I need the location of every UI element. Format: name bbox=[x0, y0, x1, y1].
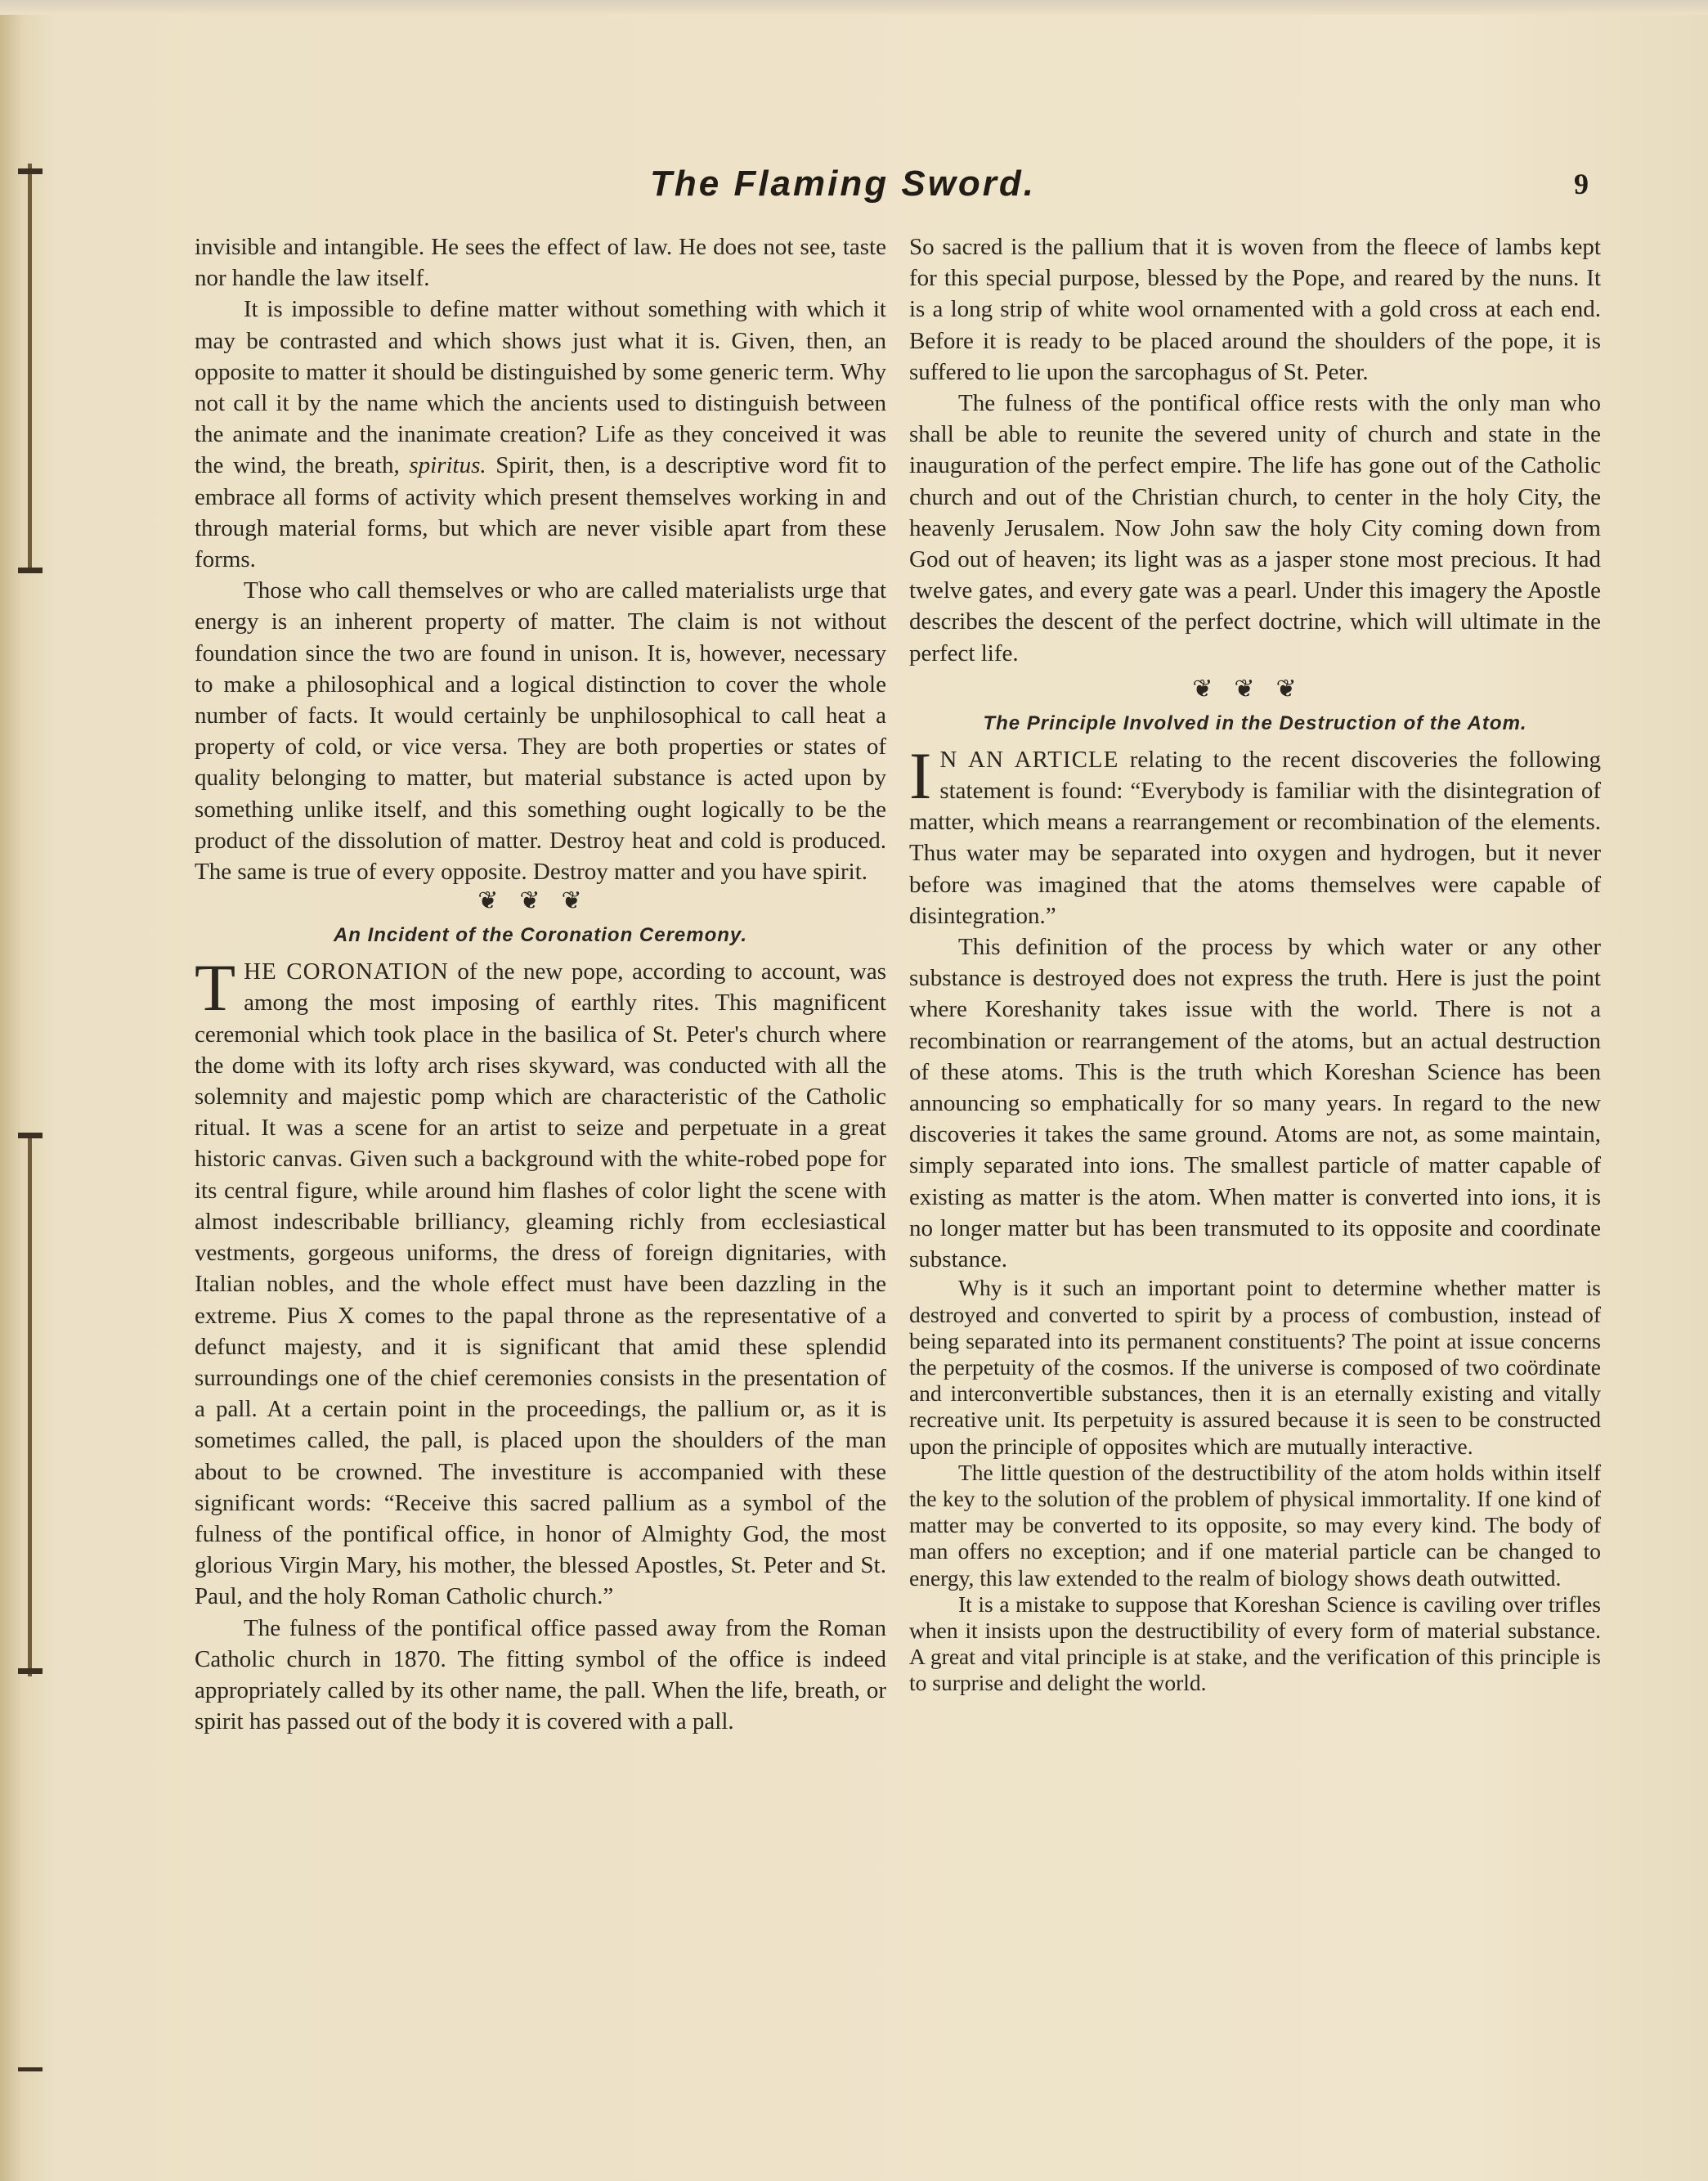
binding-tick bbox=[18, 568, 43, 573]
paragraph-text: It is impossible to define matter without something with which it may be contrasted and which shows just what it is. Given, then, an opposite to matter it should be distinguished by some generic term. Why not call it by the name which the ancients used to distinguish between the animate and the inanimate creation? Life as they conceived it was the wind, the breath, bbox=[195, 296, 886, 479]
paragraph bbox=[909, 738, 1601, 931]
dense-text-block bbox=[909, 1275, 1601, 1696]
lead-words: HE CORONATION bbox=[244, 958, 449, 985]
paragraph: This definition of the process by which water or any other substance is destroyed does not express the truth. Here is just the point where Koreshanity takes issue with the world. There is not a recombination or rearrangement of the atoms, but an actual destruction of these atoms. This is the truth which Koreshan Science has been announcing so emphatically for so many years. In regard to the new discoveries it takes the same ground. Atoms are not, as some maintain, simply separated into ions. The smallest particle of matter capable of existing as matter is the atom. When matter is converted into ions, it is no longer matter but has been transmuted to its opposite and coordinate substance. bbox=[909, 934, 1601, 1273]
paragraph-text: of the new pope, according to account, was among the most imposing of earthly rites. This magnificent ceremonial which took place in the basilica of St. Peter's church where the dome with its lofty arch rises skyward, was conducted with all the solemnity and majestic pomp which are characteristic of the Catholic ritual. It was a scene for an artist to seize and perpetuate in a great historic canvas. Given such a background with the white-robed pope for its central figure, while around him flashes of color light the scene with almost indescribable brilliancy, gleaming richly from ecclesiastical vestments, gorgeous uniforms, the dress of foreign dignitaries, with Italian nobles, and the whole effect must have been dazzling in the extreme. Pius X comes to the papal throne as the representative of a defunct majesty, and it is significant that amid these splendid surroundings one of the chief ceremonies consists in the presentation of a pall. At a certain point in the proceedings, the pallium or, as it is sometimes called, the pall, is placed upon the shoulders of the man about to be crowned. The investiture is accompanied with these significant words: “Receive this sacred pallium as a symbol of the fulness of the pontifical office, in honor of Almighty God, the most glorious Virgin Mary, his mother, the blessed Apostles, St. Peter and St. Paul, and the holy Roman Catholic church.” bbox=[195, 958, 886, 1610]
paragraph: Those who call themselves or who are called materialists urge that energy is an inherent property of matter. The claim is not without foundation since the two are found in unison. It is, however, necessary to make a philosophical and a logical distinction to cover the whole number of facts. It would certainly be unphilosophical to call heat a property of cold, or vice versa. They are both properties or states of quality belonging to matter, but material substance is acted upon by something unlike itself, and this something ought logically to be the product of the dissolution of matter. Destroy heat and cold is produced. The same is true of every opposite. Destroy matter and you have spirit. bbox=[195, 577, 886, 886]
binding-strip-lower bbox=[28, 1137, 32, 1676]
paragraph-text: Spirit, then, is a descriptive word fit to embrace all forms of activity which present themselves working in and through material forms, but which are never visible apart from these forms. bbox=[195, 452, 886, 573]
paragraph: The fulness of the pontifical office passed away from the Roman Catholic church in 1870. The fitting symbol of the office is indeed appropriately called by its other name, the pall. When the life, breath, or spirit has passed out of the body it is covered with a pall. bbox=[195, 1614, 886, 1735]
left-column bbox=[195, 231, 886, 1737]
paragraph: The fulness of the pontifical office rests with the only man who shall be able to reunite the severed unity of church and state in the inauguration of the perfect empire. The life has gone out of the Catholic church and out of the Christian church, to center in the holy City, the heavenly Jerusalem. Now John saw the holy City coming down from God out of heaven; its light was as a jasper stone most precious. It had twelve gates, and every gate was a pearl. Under this imagery the Apostle describes the descent of the perfect doctrine, which will ultimate in the perfect life. bbox=[909, 390, 1601, 666]
binding-tick bbox=[18, 2067, 43, 2071]
paragraph: So sacred is the pallium that it is woven from the fleece of lambs kept for this special purpose, blessed by the Pope, and reared by the nuns. It is a long strip of white wool ornamented with a gold cross at each end. Before it is ready to be placed around the shoulders of the pope, it is suffered to lie upon the sarcophagus of St. Peter. bbox=[909, 234, 1601, 385]
binding-strip-upper bbox=[28, 164, 32, 572]
lead-words: N AN ARTICLE bbox=[939, 746, 1119, 773]
page-header bbox=[0, 160, 1708, 218]
publication-title: The Flaming Sword. bbox=[650, 164, 1037, 204]
ornament-divider: ❦❦❦ bbox=[1192, 675, 1318, 702]
drop-cap: I bbox=[909, 738, 932, 813]
paragraph: invisible and intangible. He sees the effect of law. He does not see, taste nor handle the law itself. bbox=[195, 234, 886, 292]
paragraph: It is a mistake to suppose that Koreshan Science is caviling over trifles when it insists upon the destructibility of every form of material substance. A great and vital principle is at stake, and the verification of this principle is to surprise and delight the world. bbox=[909, 1591, 1601, 1696]
paragraph-text: relating to the recent discoveries the following statement is found: “Everybody is familiar with the disintegration of matter, which means a rearrangement or recombination of the elements. Thus water may be separated into oxygen and hydrogen, but it never before was imagined that the atoms themselves were capable of disintegration.” bbox=[909, 746, 1601, 929]
binding-tick bbox=[18, 1668, 43, 1674]
paragraph: Why is it such an important point to determine whether matter is destroyed and converted to spirit by a process of combustion, instead of being separated into its permanent constituents? The point at issue concerns the perpetuity of the cosmos. If the universe is composed of two coördinate and interconvertible substances, then it is an eternally existing and vitally recreative unit. Its perpetuity is assured because it is seen to be constructed upon the principle of opposites which are mutually interactive. bbox=[909, 1275, 1601, 1459]
section-title: The Principle Involved in the Destruction of the Atom. bbox=[983, 711, 1527, 734]
right-column bbox=[909, 231, 1601, 1697]
binding-tick bbox=[18, 1133, 43, 1138]
ornament-divider: ❦❦❦ bbox=[477, 887, 603, 915]
section-title: An Incident of the Coronation Ceremony. bbox=[333, 924, 748, 947]
paragraph: The little question of the destructibility of the atom holds within itself the key to the solution of the problem of physical immortality. If one kind of matter may be converted to its opposite, so may every kind. The body of man offers no exception; and if one material particle can be changed to energy, this law extended to the realm of biology shows death outwitted. bbox=[909, 1459, 1601, 1591]
page-number: 9 bbox=[1574, 168, 1589, 200]
page-top-edge bbox=[0, 0, 1708, 15]
paragraph bbox=[195, 950, 886, 1612]
drop-cap: T bbox=[195, 950, 236, 1025]
paragraph bbox=[195, 294, 886, 575]
italic-term: spiritus. bbox=[409, 452, 486, 479]
